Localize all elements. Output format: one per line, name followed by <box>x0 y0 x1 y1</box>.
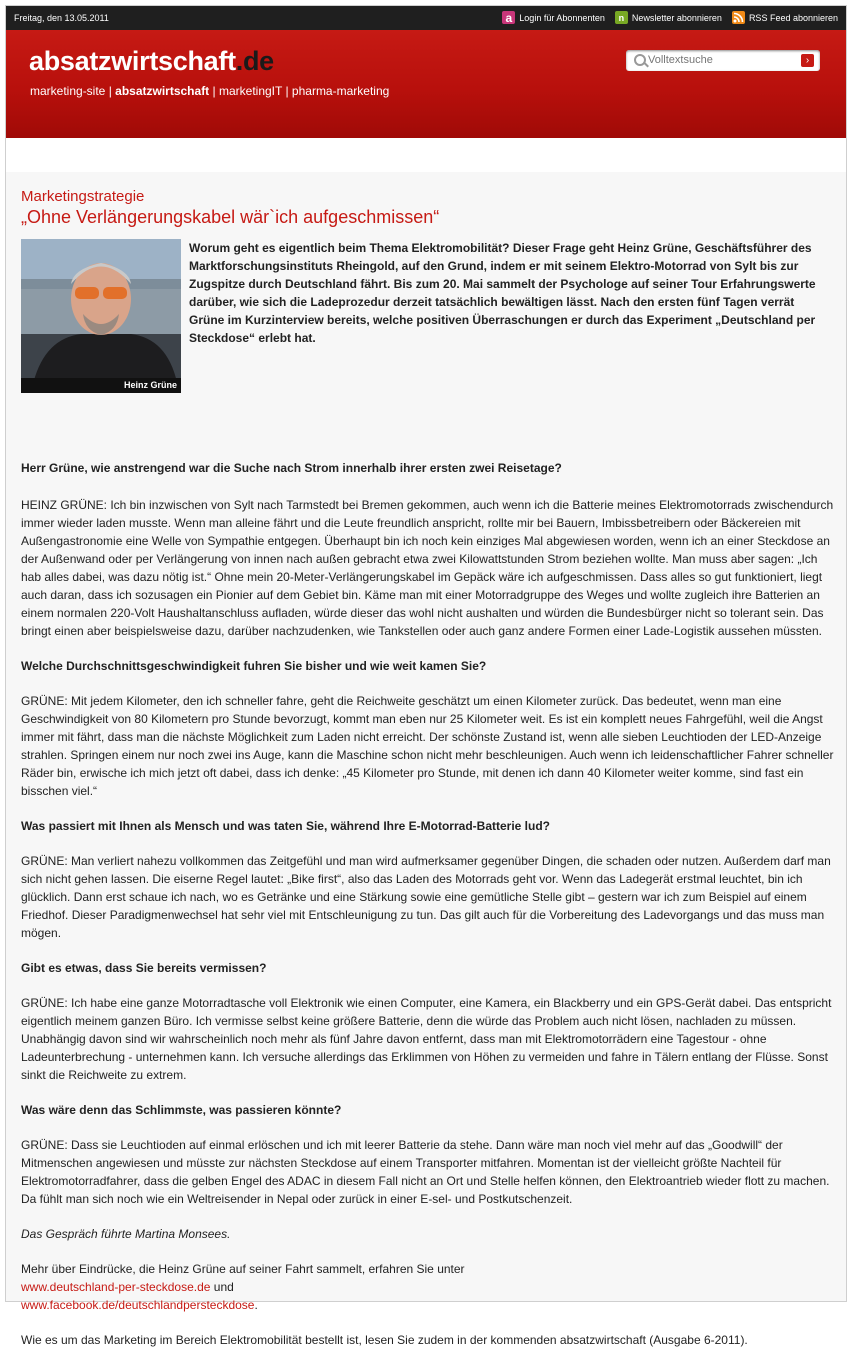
top-bar <box>6 6 846 30</box>
network-sites <box>30 84 389 98</box>
site-link-absatzwirtschaft[interactable]: absatzwirtschaft <box>115 84 210 98</box>
interview-answer: GRÜNE: Mit jedem Kilometer, den ich schneller fahre, geht die Reichweite geschätzt um einen Kilometer zurück. Das bedeutet, wenn man eine Geschwindigkeit von 80 Kilometern pro Stunde bevorzugt, kommt man eben nur 25 Kilometer weit. Es ist ein komplett neues Fahrgefühl, weil die Angst immer mit fährt, dass man die nächste Möglichkeit zum Laden nicht erreicht. Der schönste Zustand ist, wenn alle sieben Leuchtioden der LED-Anzeige strahlen. Springen einem nur noch zwei ins Auge, kann die Maschine schon nicht mehr beschleunigen. Auch wenn ich leidenschaftlicher Fahrer schneller Räder bin, erwische ich mich jetzt oft dabei, dass ich denke: „45 Kilometer pro Stunde, mit denen ich dann 40 Kilometer weiter komme, sind fast ein bisschen viel.“ <box>21 694 834 798</box>
site-header <box>6 30 846 138</box>
interview-answer: GRÜNE: Man verliert nahezu vollkommen das Zeitgefühl und man wird aufmerksamer gegenüber Dingen, die schaden oder nutzen. Außerdem darf man sich nicht gehen lassen. Die eiserne Regel lautet: „Bike first“, also das Laden des Motorrads geht vor. Wenn das Ladegerät erstmal leuchtet, bin ich glücklich. Dann erst schaue ich nach, wo es Getränke und eine Stärkung sowie eine gemütliche Stelle gibt – gestern war ich zum Beispiel auf einem Friedhof. Dieser Paradigmenwechsel hat sehr viel mit Entschleunigung zu tun. Das gilt auch für die Vorbereitung des Ladevorgangs und das muss man mögen. <box>21 854 831 940</box>
more-info-intro: Mehr über Eindrücke, die Heinz Grüne auf seiner Fahrt sammelt, erfahren Sie unter <box>21 1262 465 1276</box>
newsletter-icon: n <box>615 11 628 24</box>
header-spacer <box>6 138 846 172</box>
interview-question: Was passiert mit Ihnen als Mensch und was taten Sie, während Ihre E-Motorrad-Batterie lud? <box>21 819 550 833</box>
site-link-marketingit[interactable]: marketingIT <box>218 84 283 98</box>
more-info-end: . <box>254 1298 258 1312</box>
rss-link[interactable] <box>732 11 838 24</box>
logo-tld: .de <box>235 46 274 76</box>
current-date: Freitag, den 13.05.2011 <box>14 13 109 23</box>
site-separator: | <box>105 84 116 98</box>
portrait-illustration <box>21 239 181 393</box>
site-separator: | <box>282 84 292 98</box>
rss-label: RSS Feed abonnieren <box>748 12 838 23</box>
article-teaser: Worum geht es eigentlich beim Thema Elektromobilität? Dieser Frage geht Heinz Grüne, Geschäftsführer des Marktforschungsinstituts Rheingold, auf den Grund, indem er mit seinem Elektro-Motorrad von Sylt bis zur Zugspitze durch Deutschland fährt. Bis zum 20. Mai sammelt der Psychologe auf seiner Tour Erfahrungswerte darüber, wie sich die Ladeprozedur derzeit tatsächlich bewältigen lässt. Nach den ersten fünf Tagen verrät Grüne im Kurzinterview bereits, welche positiven Überraschungen er durch das Experiment „Deutschland per Steckdose“ erlebt hat. <box>189 241 816 345</box>
site-link-marketing-site[interactable]: marketing-site <box>30 84 106 98</box>
search-input[interactable] <box>648 53 793 67</box>
article <box>21 188 836 1349</box>
link-facebook[interactable]: www.facebook.de/deutschlandpersteckdose <box>21 1298 255 1312</box>
top-links <box>502 11 838 24</box>
more-info <box>21 1260 836 1314</box>
article-headline: „Ohne Verlängerungskabel wär`ich aufgeschmissen“ <box>21 207 440 227</box>
site-logo[interactable] <box>29 46 274 77</box>
login-link[interactable] <box>502 11 605 24</box>
article-kicker: Marketingstrategie <box>21 188 145 205</box>
author-photo <box>21 239 181 393</box>
login-label: Login für Abonnenten <box>519 12 605 23</box>
teaser-block <box>21 239 836 395</box>
interview-credit: Das Gespräch führte Martina Monsees. <box>21 1227 231 1241</box>
logo-main: absatzwirtschaft <box>29 46 236 76</box>
interview-question: Was wäre denn das Schlimmste, was passieren könnte? <box>21 1103 342 1117</box>
site-link-pharma-marketing[interactable]: pharma-marketing <box>291 84 390 98</box>
newsletter-link[interactable] <box>615 11 722 24</box>
newsletter-label: Newsletter abonnieren <box>631 12 722 23</box>
interview-question: Welche Durchschnittsgeschwindigkeit fuhren Sie bisher und wie weit kamen Sie? <box>21 659 487 673</box>
site-separator: | <box>209 84 219 98</box>
login-icon: a <box>502 11 515 24</box>
closing-note: Wie es um das Marketing im Bereich Elektromobilität bestellt ist, lesen Sie zudem in der kommenden absatzwirtschaft (Ausgabe 6-2011). <box>21 1333 748 1347</box>
search-box <box>626 50 820 71</box>
interview-answer: HEINZ GRÜNE: Ich bin inzwischen von Sylt nach Tarmstedt bei Bremen gekommen, auch wenn ich die Batterie meines Elektromotorrads zwischendurch immer wieder laden musste. Wenn man alleine fährt und die Leute freundlich anspricht, rollte mir bei Bauern, Imbissbetreibern oder Bäckereien mit Außengastronomie eine Welle von Sympathie entgegen. Überhaupt bin ich noch kein einziges Mal abgewiesen worden, wenn ich an einer Steckdose an der Außenwand oder per Verlängerung von innen nach außen gebracht etwa zwei Kilowattstunden Strom beziehen wollte. Man muss aber sagen: „Ich hab alles dabei, was dazu nötig ist.“ Ohne mein 20-Meter-Verlängerungskabel im Gepäck wäre ich aufgeschmissen. Dass alles so gut funktioniert, liegt auch daran, dass ich sozusagen ein Pionier auf dem Gebiet bin. Käme man mit einer Motorradgruppe des Weges und wollte zugleich ihre Batterien an einem normalen 220-Volt Haushaltanschluss aufladen, würde dieser das wohl nicht aushalten und würden die Bundesbürger nicht so tolerant sein. Das bringt einen aber beispielsweise dazu, darüber nachzudenken, wie Tankstellen oder auch ganz andere Formen einer Lade-Logistik aussehen müssten. <box>21 498 834 638</box>
interview-question: Herr Grüne, wie anstrengend war die Suche nach Strom innerhalb ihrer ersten zwei Reisetage? <box>21 461 562 475</box>
interview-answer: GRÜNE: Ich habe eine ganze Motorradtasche voll Elektronik wie einen Computer, eine Kamera, ein Blackberry und ein GPS-Gerät dabei. Das entspricht eigentlich meinem ganzen Büro. Ich vermisse selbst keine größere Batterie, denn die würde das Problem auch nicht lösen, nachladen zu müssen. Unabhängig davon sind wir wahrscheinlich noch mehr als fünf Jahre davon entfernt, dass man mit Elektromotorrädern eine Tagestour - ohne Ladeunterbrechung - unternehmen kann. Ich versuche allerdings das Erklimmen von Höhen zu vermeiden und fahre in Tälern entlang der Flüsse. Sonst sinkt die Reichweite zu extrem. <box>21 996 832 1082</box>
search-icon <box>634 54 646 66</box>
interview-answer: GRÜNE: Dass sie Leuchtioden auf einmal erlöschen und ich mit leerer Batterie da stehe. Dann wäre man noch viel mehr auf das „Goodwill“ der Mitmenschen angewiesen und müsste zur nächsten Steckdose auf einem Transporter mitfahren. Momentan ist der vielleicht größte Nachteil für Elektromotorradfahrer, dass die gelben Engel des ADAC in diesem Fall nicht an Ort und Stelle helfen können, den Elektroantrieb wieder flott zu machen. Da fühlt man sich noch wie ein Weltreisender in Nepal oder zurück in einer E-sel- und Postkutschenzeit. <box>21 1138 830 1206</box>
photo-caption: Heinz Grüne <box>21 378 181 393</box>
search-submit-button[interactable]: › <box>801 54 814 67</box>
page-frame <box>5 5 847 1347</box>
more-info-and: und <box>210 1280 234 1294</box>
link-deutschland-per-steckdose[interactable]: www.deutschland-per-steckdose.de <box>21 1280 211 1294</box>
rss-icon <box>732 11 745 24</box>
interview-question: Gibt es etwas, dass Sie bereits vermissen? <box>21 961 267 975</box>
